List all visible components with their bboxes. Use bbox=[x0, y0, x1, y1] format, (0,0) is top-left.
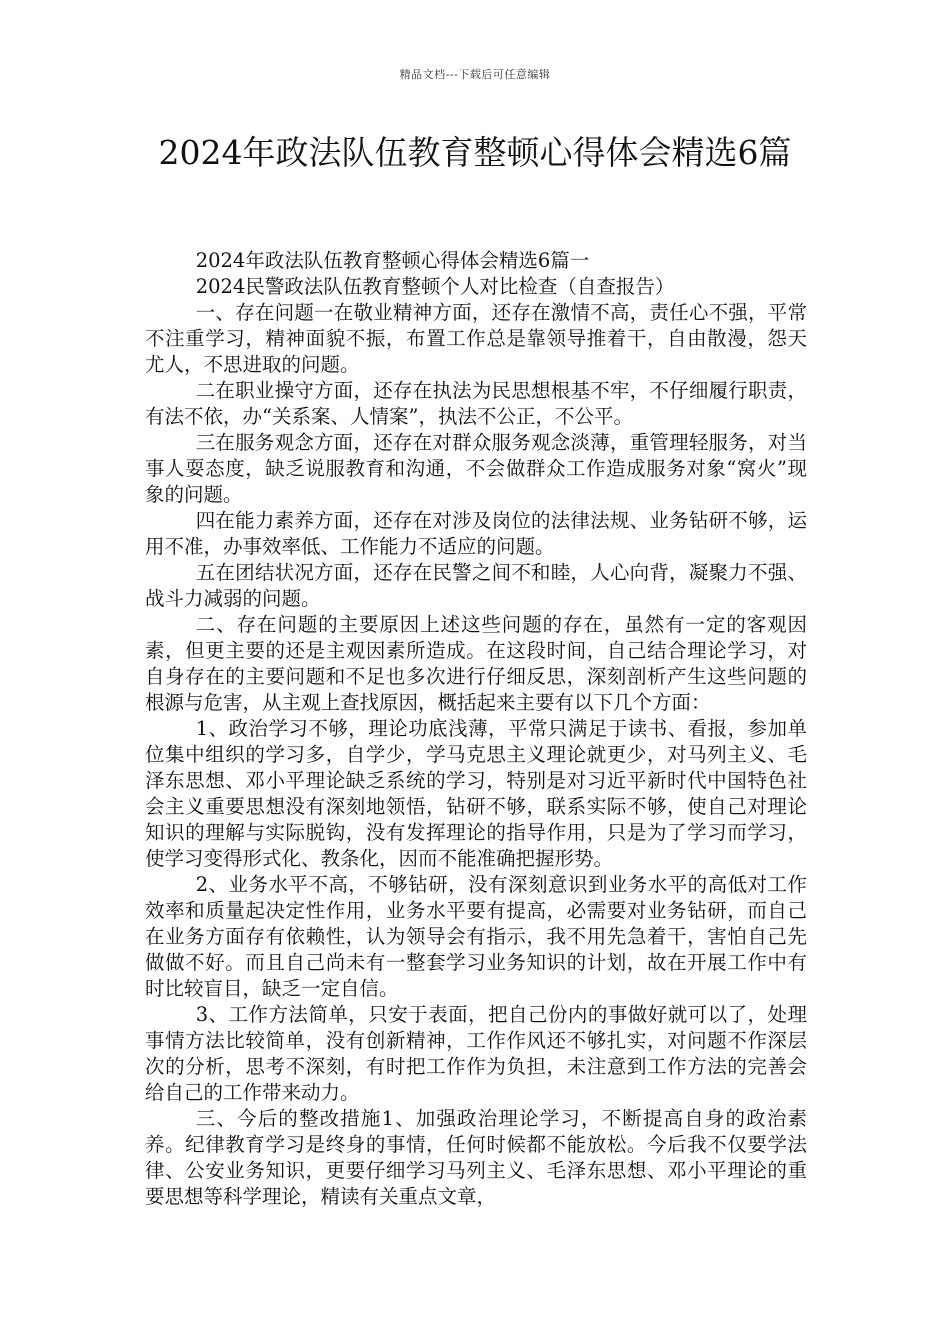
paragraph: 1、政治学习不够，理论功底浅薄，平常只满足于读书、看报，参加单位集中组织的学习多，自学少，学马克思主义理论就更少，对马列主义、毛泽东思想、邓小平理论缺乏系统的学习，特别是对习近平新时代中国特色社会主义重要思想没有深刻地领悟，钻研不够，联系实际不够，使自己对理论知识的理解与实际脱钩，没有发挥理论的指导作用，只是为了学习而学习，使学习变得形式化、教条化，因而不能准确把握形势。 bbox=[145, 717, 807, 870]
paragraph: 2、业务水平不高，不够钻研，没有深刻意识到业务水平的高低对工作效率和质量起决定性作用，业务水平要有提高，必需要对业务钻研，而自己在业务方面存有依赖性，认为领导会有指示，我不用先急着干，害怕自己先做做不好。而且自己尚未有一整套学习业务知识的计划，故在开展工作中有时比较盲目，缺乏一定自信。 bbox=[145, 873, 807, 1000]
paragraph: 一、存在问题一在敬业精神方面，还存在激情不高，责任心不强，平常不注重学习，精神面貌不振，布置工作总是靠领导推着干，自由散漫，怨天尤人，不思进取的问题。 bbox=[145, 301, 807, 376]
header-note: 精品文档---下载后可任意编辑 bbox=[399, 68, 551, 81]
paragraph: 四在能力素养方面，还存在对涉及岗位的法律法规、业务钻研不够，运用不准，办事效率低、工作能力不适应的问题。 bbox=[145, 509, 807, 558]
paragraph: 二在职业操守方面，还存在执法为民思想根基不牢，不仔细履行职责，有法不依，办“关系案、人情案”，执法不公正，不公平。 bbox=[145, 379, 807, 428]
paragraph: 三、今后的整改措施1、加强政治理论学习，不断提高自身的政治素养。纪律教育学习是终身的事情，任何时候都不能放松。今后我不仅要学法律、公安业务知识，更要仔细学习马列主义、毛泽东思想、邓小平理论的重要思想等科学理论，精读有关重点文章， bbox=[145, 1107, 807, 1208]
paragraph: 五在团结状况方面，还存在民警之间不和睦，人心向背，凝聚力不强、战斗力减弱的问题。 bbox=[145, 561, 807, 610]
paragraph: 3、工作方法简单，只安于表面，把自己份内的事做好就可以了，处理事情方法比较简单，没有创新精神，工作作风还不够扎实，对问题不作深层次的分析，思考不深刻，有时把工作作为负担，未注意到工作方法的完善会给自己的工作带来动力。 bbox=[145, 1003, 807, 1104]
document-body bbox=[145, 248, 807, 1210]
paragraph: 2024民警政法队伍教育整顿个人对比检查（自查报告） bbox=[195, 275, 675, 298]
paragraph: 二、存在问题的主要原因上述这些问题的存在，虽然有一定的客观因素，但更主要的还是主观因素所造成。在这段时间，自己结合理论学习，对自身存在的主要问题和不足也多次进行仔细反思，深刻剖析产生这些问题的根源与危害，从主观上查找原因，概括起来主要有以下几个方面： bbox=[145, 613, 807, 714]
paragraph: 三在服务观念方面，还存在对群众服务观念淡薄，重管理轻服务，对当事人耍态度，缺乏说服教育和沟通，不会做群众工作造成服务对象“窝火”现象的问题。 bbox=[145, 431, 807, 506]
page-title: 2024年政法队伍教育整顿心得体会精选6篇 bbox=[158, 133, 792, 172]
paragraph: 2024年政法队伍教育整顿心得体会精选6篇一 bbox=[195, 249, 590, 272]
